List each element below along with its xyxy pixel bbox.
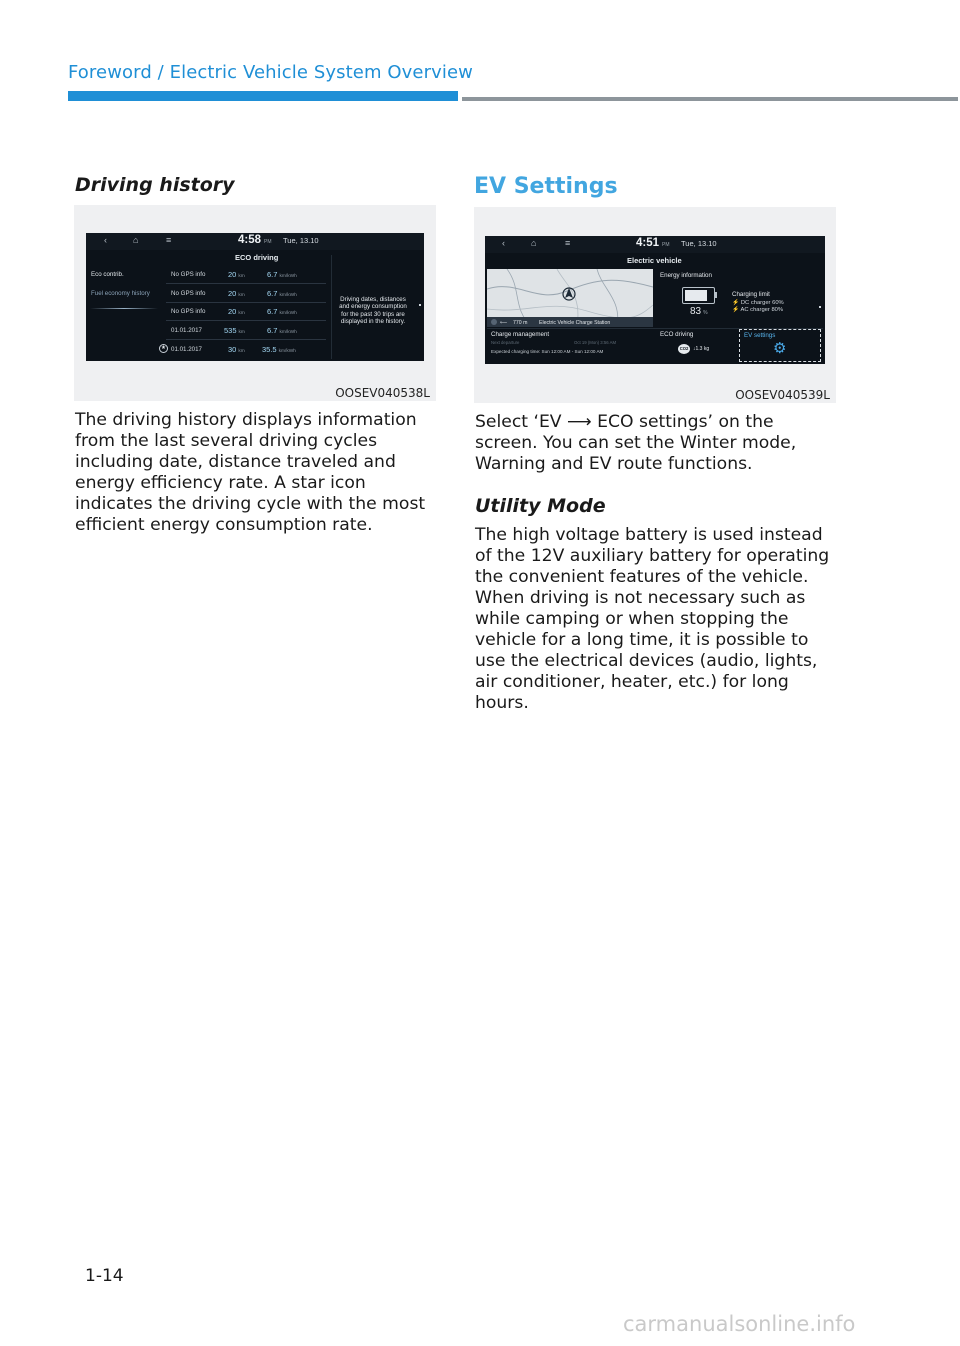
star-icon: ★ — [159, 344, 168, 353]
menu-selection-line — [90, 308, 158, 309]
screen-topbar — [86, 233, 424, 250]
ev-settings-heading: EV Settings — [474, 174, 618, 199]
gear-icon: ⚙ — [773, 340, 787, 357]
scroll-indicator — [819, 306, 821, 308]
clock-date: Tue, 13.10 — [283, 236, 319, 245]
co2-value: ↓1.3 kg — [693, 346, 710, 352]
bolt-icon: ⚡ — [732, 307, 740, 313]
charge-station-icon — [491, 319, 497, 325]
battery-icon — [682, 287, 715, 304]
map-arrow-icon: ⟵ — [500, 320, 508, 326]
clock-time: 4:51 PM — [636, 237, 670, 249]
battery-percent: 83 % — [690, 306, 708, 317]
figure-code: OOSEV040538L — [335, 386, 430, 400]
electric-vehicle-screen: ‹ ⌂ ≡ 4:51 PM Tue, 13.10 Electric vehicle ⟵ 770 m Electric Vehicle Charge Station Energy information 83 % Charging limit ⚡ DC charger 60% ⚡ AC charger 80% Charge management Next departure Oct 19 (Mon) 3:56 AM Expected charging time: Sun 12:00 AM - Sun 12:00 AM ECO driving CO2 ↓1.3 kg EV settings ⚙ — [485, 236, 825, 364]
back-icon[interactable]: ‹ — [502, 238, 505, 248]
screen-title: ECO driving — [235, 253, 279, 262]
header-rule-blue — [68, 91, 458, 101]
home-icon[interactable]: ⌂ — [531, 238, 537, 248]
menu-eco-contrib[interactable]: Eco contrib. — [91, 271, 124, 278]
dc-charger-limit: ⚡ DC charger 60% — [732, 300, 784, 306]
eco-driving-screen: ‹ ⌂ ≡ 4:58 PM Tue, 13.10 ECO driving Eco contrib. Fuel economy history No GPS info 20 km 6.7 km/kWh No GPS info 20 km 6.7 km/kWh No GPS info 20 km 6.7 km/kWh 01.01.2017 535 km 6.7 km/kWh ★ 01.01.2017 30 km 35.5 km/kWh Driving dates, distances and energy consumption for the past 30 trips are displayed in the history. — [86, 233, 424, 361]
utility-mode-text: The high voltage battery is used instead of the 12V auxiliary battery for operating the convenient features of the vehicle. When driving is not necessary such as while camping or when stopping the vehicle for a long time, it is possible to use the electrical devices (audio, lights, air conditioner, heater, etc.) for long hours. — [475, 525, 830, 713]
figure-code: OOSEV040539L — [735, 388, 830, 402]
back-icon[interactable]: ‹ — [104, 235, 107, 245]
menu-icon[interactable]: ≡ — [565, 238, 571, 248]
driving-history-text: The driving history displays information from the last several driving cycles including date, distance traveled and energy efficiency rate. A star icon indicates the driving cycle with the most efficient energy consumption rate. — [75, 410, 426, 535]
history-callout: Driving dates, distances and energy consumption for the past 30 trips are displayed in the history. — [339, 296, 407, 326]
page-number: 1-14 — [85, 1266, 124, 1286]
scroll-indicator — [419, 304, 421, 306]
bolt-icon: ⚡ — [732, 300, 740, 306]
screen-topbar — [485, 236, 825, 253]
ev-settings-tile[interactable]: EV settings ⚙ — [739, 329, 821, 362]
utility-mode-heading: Utility Mode — [475, 495, 606, 517]
map-panel[interactable]: ⟵ 770 m Electric Vehicle Charge Station — [487, 269, 653, 327]
section-header: Foreword / Electric Vehicle System Overview — [68, 62, 473, 83]
co2-icon: CO2 — [678, 344, 690, 354]
ac-charger-limit: ⚡ AC charger 80% — [732, 307, 784, 313]
ev-settings-text: Select ‘EV ⟶ ECO settings’ on the screen. You can set the Winter mode, Warning and EV route functions. — [475, 412, 797, 474]
clock-time: 4:58 PM — [238, 234, 272, 246]
driving-history-figure — [74, 205, 436, 401]
home-icon[interactable]: ⌂ — [133, 235, 139, 245]
arrow-down-icon: ↓ — [693, 346, 696, 352]
clock-date: Tue, 13.10 — [681, 239, 717, 248]
menu-fuel-economy-history[interactable]: Fuel economy history — [91, 290, 150, 297]
header-rule-gray — [462, 97, 958, 101]
menu-icon[interactable]: ≡ — [166, 235, 172, 245]
screen-title: Electric vehicle — [627, 256, 682, 265]
ev-settings-figure — [474, 207, 836, 403]
watermark: carmanualsonline.info — [623, 1312, 856, 1336]
driving-history-heading: Driving history — [75, 174, 235, 196]
